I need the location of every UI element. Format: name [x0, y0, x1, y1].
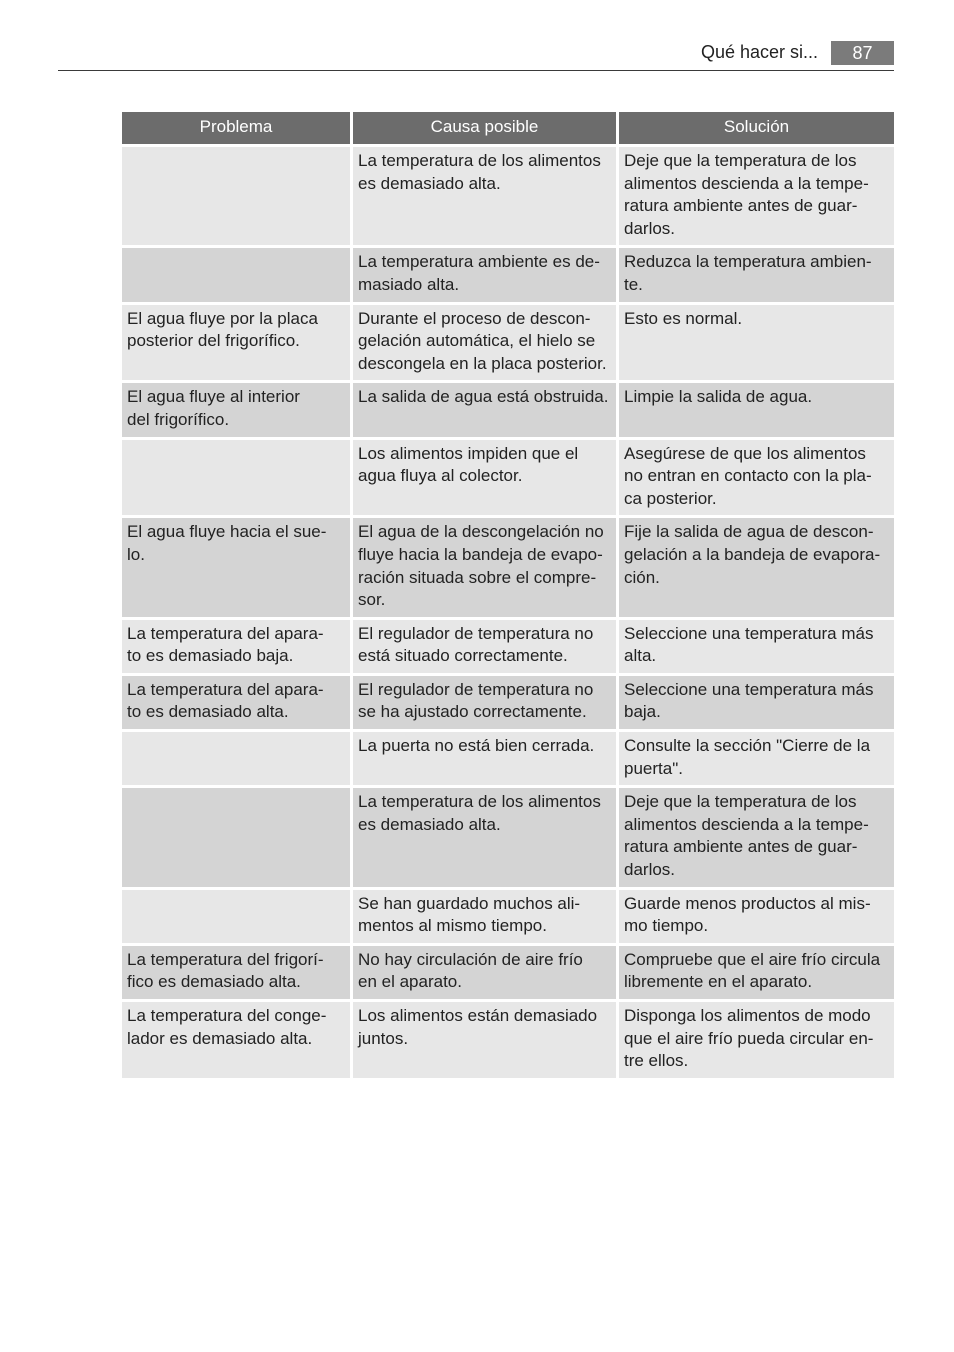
cell-problem: El agua fluye hacia el sue- lo. [122, 518, 350, 616]
table-row [122, 518, 894, 616]
table-row [122, 147, 894, 245]
cell-problem: El agua fluye por la placa posterior del frigorífico. [122, 305, 350, 381]
table-body [122, 147, 894, 1078]
table-row [122, 676, 894, 729]
cell-cause: No hay circulación de aire frío en el aparato. [353, 946, 616, 999]
troubleshooting-table [122, 112, 894, 1078]
table-row [122, 732, 894, 785]
column-header-solution: Solución [619, 112, 894, 144]
cell-problem [122, 147, 350, 245]
table-row [122, 248, 894, 301]
cell-cause: Durante el proceso de descon- gelación automática, el hielo se descongela en la placa posterior. [353, 305, 616, 381]
table-row [122, 788, 894, 886]
cell-problem: La temperatura del conge- lador es demasiado alta. [122, 1002, 350, 1078]
cell-problem: La temperatura del apara- to es demasiado alta. [122, 676, 350, 729]
table-row [122, 620, 894, 673]
cell-cause: La salida de agua está obstruida. [353, 383, 616, 436]
cell-solution: Esto es normal. [619, 305, 894, 381]
table-row [122, 1002, 894, 1078]
cell-cause: El regulador de temperatura no está situado correctamente. [353, 620, 616, 673]
table-row [122, 440, 894, 516]
column-header-problem: Problema [122, 112, 350, 144]
cell-solution: Limpie la salida de agua. [619, 383, 894, 436]
cell-problem: La temperatura del frigorí- fico es demasiado alta. [122, 946, 350, 999]
cell-solution: Disponga los alimentos de modo que el aire frío pueda circular en- tre ellos. [619, 1002, 894, 1078]
cell-solution: Asegúrese de que los alimentos no entran en contacto con la pla- ca posterior. [619, 440, 894, 516]
section-title: Qué hacer si... [700, 42, 818, 62]
cell-problem [122, 788, 350, 886]
cell-solution: Compruebe que el aire frío circula libremente en el aparato. [619, 946, 894, 999]
cell-problem [122, 732, 350, 785]
cell-problem [122, 248, 350, 301]
cell-problem: La temperatura del apara- to es demasiado baja. [122, 620, 350, 673]
table-row [122, 305, 894, 381]
cell-problem [122, 440, 350, 516]
cell-problem [122, 890, 350, 943]
cell-cause: La temperatura ambiente es de- masiado alta. [353, 248, 616, 301]
cell-cause: El agua de la descongelación no fluye hacia la bandeja de evapo- ración situada sobre el compre- sor. [353, 518, 616, 616]
cell-solution: Fije la salida de agua de descon- gelación a la bandeja de evapora- ción. [619, 518, 894, 616]
cell-cause: La temperatura de los alimentos es demasiado alta. [353, 147, 616, 245]
header-rule [58, 70, 894, 71]
cell-cause: La temperatura de los alimentos es demasiado alta. [353, 788, 616, 886]
cell-solution: Deje que la temperatura de los alimentos descienda a la tempe- ratura ambiente antes de guar- darlos. [619, 147, 894, 245]
cell-cause: El regulador de temperatura no se ha ajustado correctamente. [353, 676, 616, 729]
cell-solution: Seleccione una temperatura más baja. [619, 676, 894, 729]
cell-cause: Los alimentos están demasiado juntos. [353, 1002, 616, 1078]
cell-solution: Seleccione una temperatura más alta. [619, 620, 894, 673]
table-header-row [122, 112, 894, 144]
column-header-cause: Causa posible [353, 112, 616, 144]
cell-solution: Guarde menos productos al mis- mo tiempo. [619, 890, 894, 943]
table-row [122, 890, 894, 943]
cell-cause: Se han guardado muchos ali- mentos al mismo tiempo. [353, 890, 616, 943]
cell-cause: La puerta no está bien cerrada. [353, 732, 616, 785]
cell-cause: Los alimentos impiden que el agua fluya al colector. [353, 440, 616, 516]
table-row [122, 383, 894, 436]
cell-solution: Consulte la sección "Cierre de la puerta". [619, 732, 894, 785]
table-row [122, 946, 894, 999]
cell-solution: Reduzca la temperatura ambien- te. [619, 248, 894, 301]
cell-problem: El agua fluye al interior del frigorífico. [122, 383, 350, 436]
page-number: 87 [831, 41, 894, 65]
cell-solution: Deje que la temperatura de los alimentos descienda a la tempe- ratura ambiente antes de guar- darlos. [619, 788, 894, 886]
